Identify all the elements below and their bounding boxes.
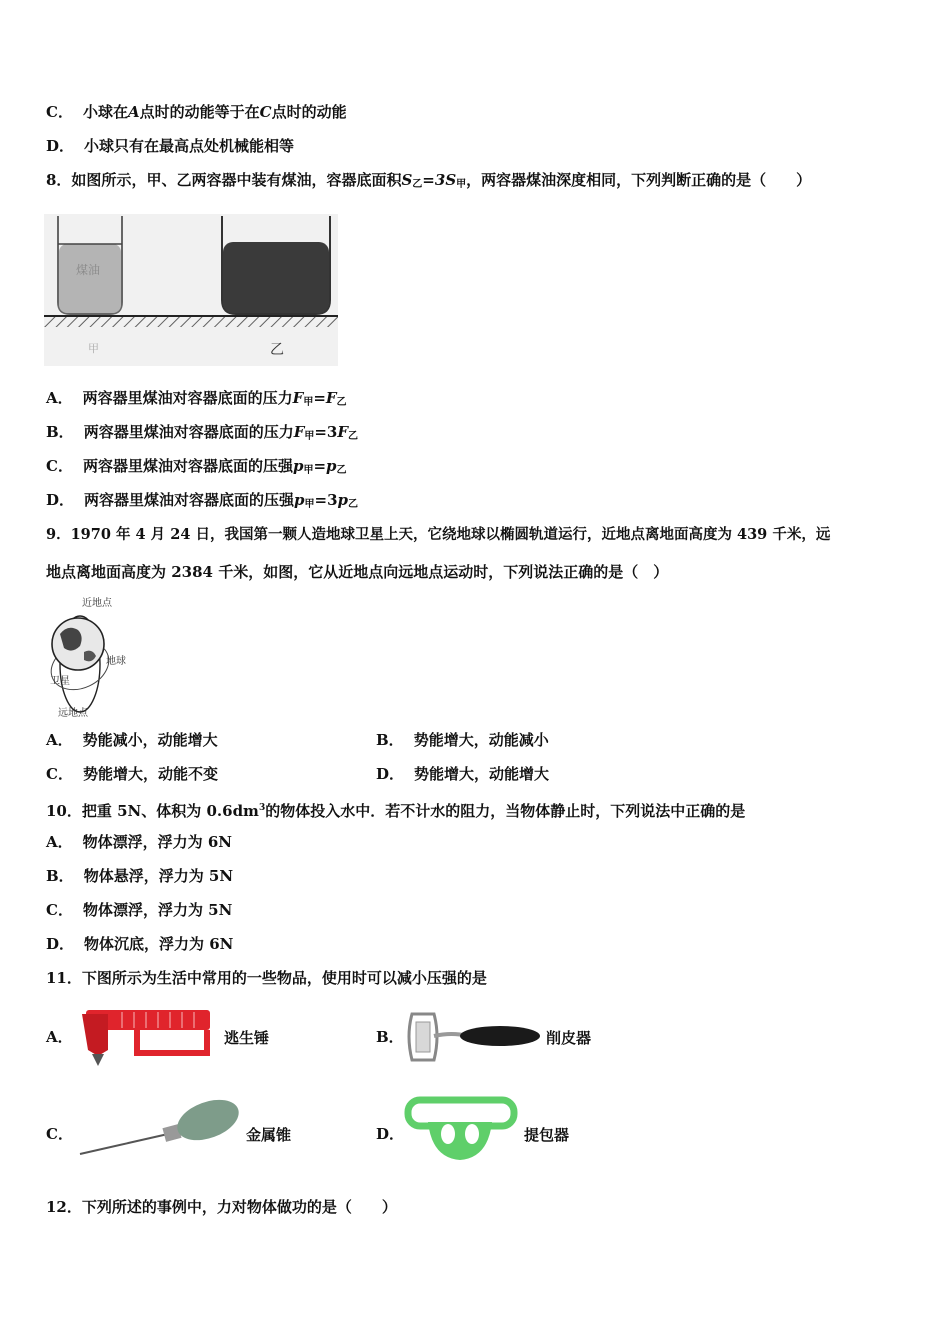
q8-option-b: B． 两容器里煤油对容器底面的压力$F_甲=3F_乙$ (46, 423, 359, 442)
hammer-head (82, 1014, 108, 1056)
peeler-blade (416, 1022, 430, 1052)
peeler-image (402, 1008, 544, 1064)
q8-option-d: D． 两容器里煤油对容器底面的压强$p_甲=3p_乙$ (46, 491, 359, 510)
q10-option-c: C． 物体漂浮，浮力为 5N (46, 901, 233, 919)
hammer-tip (92, 1054, 104, 1066)
q10-option-a: A． 物体漂浮，浮力为 6N (46, 833, 233, 851)
q10-option-b: B． 物体悬浮，浮力为 5N (46, 867, 234, 885)
awl-image (76, 1096, 244, 1160)
q8-containers-figure (44, 214, 338, 366)
q12-stem: 12．下列所述的事例中，力对物体做功的是（ ） (46, 1198, 397, 1216)
label-jia: 甲 (88, 342, 99, 355)
q9-stem-line2: 地点离地面高度为 2384 千米，如图，它从近地点向远地点运动时，下列说法正确的是（ ） (46, 563, 669, 581)
q8-option-c: C． 两容器里煤油对容器底面的压强$p_甲=p_乙$ (46, 457, 347, 476)
q9-stem-line1: 9．1970 年 4 月 24 日，我国第一颗人造地球卫星上天，它绕地球以椭圆轨道运行，近地点离地面高度为 439 千米，远 (46, 526, 831, 543)
q10-option-d: D． 物体沉底，浮力为 6N (46, 935, 234, 953)
hammer-handle-loop (134, 1030, 210, 1056)
near-point-label: 近地点 (82, 598, 112, 609)
far-point-label: 远地点 (58, 708, 88, 719)
q9-orbit-figure (44, 594, 144, 720)
q8-option-a: A． 两容器里煤油对容器底面的压力$F_甲=F_乙$ (46, 389, 347, 408)
escape-hammer-name: 逃生锤 (224, 1029, 270, 1047)
q9-option-a: A． 势能减小，动能增大 (46, 731, 218, 749)
escape-hammer-image (78, 1006, 214, 1068)
awl-bulb (172, 1096, 244, 1148)
awl-needle (80, 1134, 168, 1154)
satellite-label: 卫星 (50, 676, 70, 687)
kerosene-yi (223, 242, 329, 313)
carrier-grip (428, 1122, 492, 1160)
earth-label: 地球 (106, 656, 126, 667)
awl-name: 金属锥 (246, 1126, 292, 1144)
q9-option-d: D． 势能增大，动能增大 (376, 765, 550, 783)
bag-carrier-name: 提包器 (524, 1126, 570, 1144)
q11-option-d-label: D． (376, 1125, 405, 1143)
q10-stem: 10．把重 5N、体积为 $0.6dm^3$的物体投入水中．若不计水的阻力，当物体静止时，下列说法中正确的是 (46, 802, 746, 820)
q11-option-a-label: A． (46, 1028, 73, 1046)
peeler-name: 削皮器 (546, 1029, 592, 1047)
peeler-handle (460, 1026, 540, 1046)
kerosene-label: 煤油 (76, 263, 101, 277)
label-yi: 乙 (270, 342, 284, 358)
q9-option-b: B． 势能增大，动能减小 (376, 731, 549, 749)
q11-option-c-label: C． (46, 1125, 73, 1143)
q9-option-c: C． 势能增大，动能不变 (46, 765, 218, 783)
q8-stem: 8．如图所示，甲、乙两容器中装有煤油，容器底面积$S_乙=3S_甲$，两容器煤油深度相同，下列判断正确的是（ ） (46, 171, 812, 190)
ground-hatch (44, 317, 338, 327)
q11-option-b-label: B． (376, 1028, 404, 1046)
q7-option-c: C． 小球在A点时的动能等于在C点时的动能 (46, 103, 347, 121)
bag-carrier-image (402, 1094, 520, 1166)
kerosene-jia (59, 244, 121, 313)
q11-stem: 11．下图所示为生活中常用的一些物品，使用时可以减小压强的是 (46, 969, 487, 987)
q7-option-d: D． 小球只有在最高点处机械能相等 (46, 137, 295, 155)
